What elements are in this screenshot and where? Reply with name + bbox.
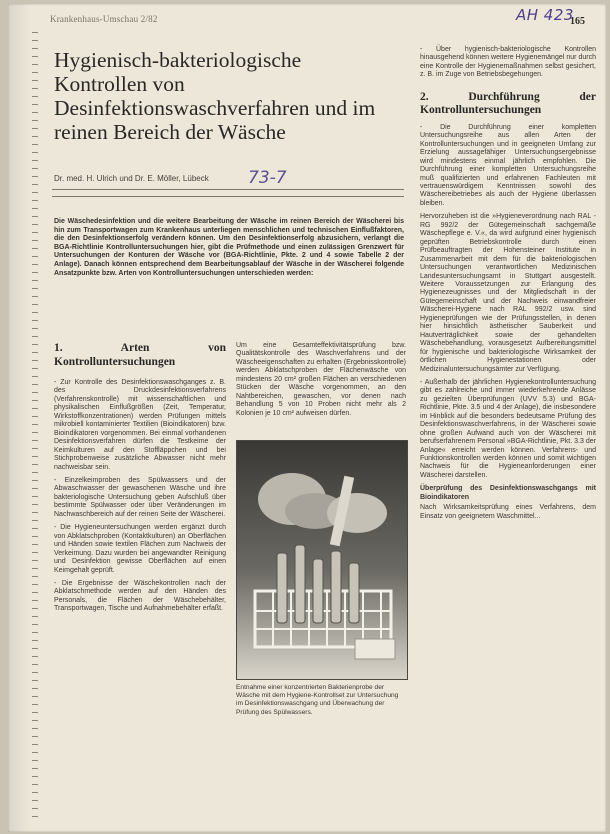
margin-tick [32, 160, 38, 161]
margin-tick [32, 376, 38, 377]
margin-tick [32, 400, 38, 401]
middle-column [236, 342, 406, 423]
margin-tick [32, 568, 38, 569]
scanned-page [8, 4, 606, 832]
margin-tick [32, 800, 38, 801]
margin-tick [32, 528, 38, 529]
margin-tick [32, 120, 38, 121]
margin-tick [32, 752, 38, 753]
margin-tick [32, 176, 38, 177]
margin-tick [32, 624, 38, 625]
margin-tick [32, 648, 38, 649]
margin-tick [32, 560, 38, 561]
margin-tick [32, 280, 38, 281]
left-column [54, 342, 226, 619]
margin-tick [32, 384, 38, 385]
section-heading-1: 1. Arten von Kontrolluntersuchungen [54, 342, 226, 368]
margin-tick [32, 288, 38, 289]
margin-tick [32, 592, 38, 593]
margin-tick [32, 216, 38, 217]
margin-tick [32, 112, 38, 113]
handwritten-archive-number: AH 423 [516, 6, 574, 24]
margin-tick [32, 632, 38, 633]
margin-tick [32, 512, 38, 513]
margin-tick [32, 768, 38, 769]
margin-tick [32, 736, 38, 737]
margin-tick [32, 168, 38, 169]
margin-tick [32, 232, 38, 233]
photo-lab-test-tubes [237, 441, 407, 679]
article-abstract: Die Wäschedesinfektion und die weitere Bearbeitung der Wäsche im reinen Bereich der Wäscherei bis hin zum Transportwagen zum Krankenhaus unterliegen menschlichen und technischen Einflußfaktoren, die den Desinfektionserfolg verändern können. Um den Desinfektionserfolg abzusichern, verlangt die BGA-Richtlinie Kontrolluntersuchungen hier, gibt die Prüfmethode und einen zulässigen Grenzwert für Untersuchungen der Konturen der Wäsche vor (BGA-Richtlinie, Pkte. 2 und 4 sowie Tabelle 2 der Anlage). Danach können entsprechend dem Bearbeitungsablauf der Wäsche in der Wäscherei folgende Ansatzpunkte bzw. Arten von Kontrolluntersuchungen unterschieden werden: [54, 218, 404, 277]
margin-tick [32, 712, 38, 713]
margin-tick [32, 728, 38, 729]
margin-tick [32, 240, 38, 241]
margin-tick [32, 88, 38, 89]
margin-tick [32, 424, 38, 425]
margin-tick [32, 192, 38, 193]
right-paragraph: Hervorzuheben ist die »Hygieneverordnung nach RAL - RG 992/2 der Gütegemeinschaft sachgemäße Wäschepflege e. V.«, da wird aufgrund einer hygienisch geprüften Betriebskontrolle durch einen Prüfbeauftragten der Hohensteiner Institute in Zusammenarbeit mit dem für die bakteriologischen Untersuchungen verantwortlichen Medizinischen Landesuntersuchungsamt in Stuttgart ausgestellt. Weitere Voraussetzungen zur Erlangung des Hygienezeugnisses und der Mitgliedschaft in der Gütegemeinschaft und der Nachweis einwandfreier Wäscherei-Hygiene nach RAL 992/2 usw. sind Hygieneprüfungen wie der Prüfungsstellen, in denen hier hinsichtlich ästhetischer Sauberkeit und Hautverträglichkeit sowie der gehandelten Wäschebehandlung, vorausgesetzt Aufbereitungsmittel für hygienische und bakteriologische Wirksamkeit der örtlichen Hygienestationen oder Medizinaluntersuchungsämter zur Verfügung. [420, 213, 596, 373]
margin-tick [32, 448, 38, 449]
margin-tick [32, 40, 38, 41]
margin-tick [32, 128, 38, 129]
right-subheading: Überprüfung des Desinfektionswaschgangs mit Bioindikatoren [420, 485, 596, 501]
margin-tick [32, 696, 38, 697]
running-head: Krankenhaus-Umschau 2/82 [50, 14, 158, 24]
middle-paragraph: Um eine Gesamteffektivitätsprüfung bzw. Qualitätskontrolle des Waschverfahrens und der Wäscheeigenschaften zu erhalten (Ergebnisskontrolle) werden Abklatschproben der Flächenwäsche von mindestens 20 cm² großen Flächen an verschiedenen Stücken der Wäsche vorgenommen, an den Nahtbereichen, gewaschen, vor denen nach Behandlung 5 von 10 Proben nicht mehr als 2 Kolonien je 10 cm² aufweisen dürfen. [236, 342, 406, 417]
margin-tick [32, 640, 38, 641]
margin-tick [32, 576, 38, 577]
margin-tick [32, 344, 38, 345]
margin-tick [32, 464, 38, 465]
margin-tick [32, 616, 38, 617]
margin-tick [32, 224, 38, 225]
margin-tick [32, 200, 38, 201]
margin-tick [32, 688, 38, 689]
margin-tick [32, 488, 38, 489]
title-rule-top [52, 189, 404, 190]
right-intro-paragraph: - Über hygienisch-bakteriologische Kontrollen hinausgehend können weitere Hygienemängel nur durch eine Kontrolle der Hygienemaßnahmen selbst gesichert, z. B. im Zuge von Betriebsbegehungen. [420, 46, 596, 79]
margin-tick [32, 608, 38, 609]
title-rule-bottom [52, 196, 404, 197]
margin-tick [32, 264, 38, 265]
margin-tick [32, 816, 38, 817]
margin-tick [32, 272, 38, 273]
right-paragraph: - Außerhalb der jährlichen Hygienekontrolluntersuchung gibt es zahlreiche und immer wiederkehrende Anlässe zu gezielten Überprüfungen (UVV 5.3) und BGA-Richtlinie, Pkte. 3.5 und 4 der Anlage), die insbesondere im Hinblick auf die besonders bedeutsame Prüfung des Desinfektionswaschverfahrens, in der Wäscherei sowie ohne großen Aufwand auch von der Wäscherei mit berufserfahrenem Personal »BGA-Richtlinie, Pkt. 3.3 der Anlage« erreicht werden können. Verfahrens- und Funktionskontrollen werden können und somit wichtigen Nachweis für die Hygieneanforderungen einer Wäscherei darstellen. [420, 378, 596, 479]
margin-tick [32, 784, 38, 785]
left-paragraph: - Einzelkeimproben des Spülwassers und der Abwaschwasser der gewaschenen Wäsche und ihre bakteriologische Untersuchung geben Aufschluß über bestimmte Spülwasser oder über Veränderungen im Nachwaschbereich auf der reinen Seite der Wäscherei. [54, 476, 226, 518]
margin-tick [32, 208, 38, 209]
margin-tick [32, 704, 38, 705]
left-paragraph: - Die Hygieneuntersuchungen werden ergänzt durch von Abklatschproben (Kontaktkulturen) an Oberflächen und Händen sowie textilen Flächen zum Nachweis der Verkeimung. Dazu wurden bei angewandter Reinigung und Desinfektion gewisse Oberflächen auf einen Keimgehalt geprüft. [54, 524, 226, 574]
margin-tick [32, 392, 38, 393]
margin-tick [32, 440, 38, 441]
margin-tick [32, 472, 38, 473]
margin-tick [32, 48, 38, 49]
margin-tick [32, 680, 38, 681]
page-number: 165 [570, 16, 585, 27]
margin-tick [32, 96, 38, 97]
margin-tick [32, 152, 38, 153]
margin-tick [32, 80, 38, 81]
margin-tick [32, 56, 38, 57]
margin-tick [32, 336, 38, 337]
margin-tick [32, 672, 38, 673]
margin-tick [32, 256, 38, 257]
margin-tick [32, 536, 38, 537]
margin-tick [32, 744, 38, 745]
margin-tick [32, 504, 38, 505]
margin-tick [32, 584, 38, 585]
margin-tick [32, 328, 38, 329]
right-column [420, 46, 596, 526]
margin-tick [32, 72, 38, 73]
margin-ruler-marks [32, 32, 42, 827]
margin-tick [32, 320, 38, 321]
margin-tick [32, 32, 38, 33]
margin-tick [32, 352, 38, 353]
margin-tick [32, 312, 38, 313]
margin-tick [32, 664, 38, 665]
margin-tick [32, 656, 38, 657]
margin-tick [32, 544, 38, 545]
margin-tick [32, 136, 38, 137]
margin-tick [32, 304, 38, 305]
margin-tick [32, 600, 38, 601]
margin-tick [32, 456, 38, 457]
page-gutter-shadow [8, 4, 30, 832]
margin-tick [32, 720, 38, 721]
left-paragraph: - Die Ergebnisse der Wäschekontrollen nach der Abklatschmethode werden auf den Händen des Personals, die Flächen der Wäschebehälter, Transportwagen, Tische und Aufnahmebehälter erfaßt. [54, 579, 226, 613]
margin-tick [32, 144, 38, 145]
margin-tick [32, 296, 38, 297]
margin-tick [32, 360, 38, 361]
margin-tick [32, 432, 38, 433]
article-photo [236, 440, 408, 680]
margin-tick [32, 760, 38, 761]
margin-tick [32, 408, 38, 409]
article-authors: Dr. med. H. Ulrich und Dr. E. Möller, Lübeck [54, 174, 209, 183]
margin-tick [32, 792, 38, 793]
margin-tick [32, 416, 38, 417]
right-paragraph: - Die Durchführung einer kompletten Untersuchungsreihe aus allen Arten der Kontrolluntersuchungen und in geeigneten Umfang zur Erzielung aussagefähiger Untersuchungsergebnisse wird mindestens einmal jährlich empfohlen. Die Durchführung einer kompletten Untersuchungsreihe muß qualifizierten und erfahrenen Fachleuten mit vertrauenswürdigem Kenntnissen sowohl des Wäschereibetriebes als auch der Hygiene überlassen bleiben. [420, 123, 596, 207]
section-heading-2: 2. Durchführung der Kontrolluntersuchungen [420, 90, 596, 117]
margin-tick [32, 104, 38, 105]
handwritten-mark: 73-7 [248, 168, 287, 188]
margin-tick [32, 552, 38, 553]
article-title: Hygienisch-bakteriologische Kontrollen von Desinfektionswaschverfahren und im reinen Bereich der Wäsche [54, 48, 376, 144]
margin-tick [32, 480, 38, 481]
margin-tick [32, 808, 38, 809]
margin-tick [32, 184, 38, 185]
margin-tick [32, 496, 38, 497]
margin-tick [32, 368, 38, 369]
margin-tick [32, 248, 38, 249]
margin-tick [32, 520, 38, 521]
margin-tick [32, 776, 38, 777]
left-paragraph: - Zur Kontrolle des Desinfektionswaschganges z. B. des Druckdesinfektionsverfahrens (Verfahrenskontrolle) mit wissenschaftlichen und physikalischen Einflußgrößen (Zeit, Temperatur, Wirkstoffkonzentrationen) werden Prüfungen mittels mikrobiell kontaminierter Textilien (Bioindikatoren) bzw. Bioindikatoren vorgenommen. Bei einmal vorhandenen Desinfektionsverfahren dürfen die Testkeime der Keimkulturen auf den Stoffläppchen und bei Stichprobenweise zusätzliche Abwasser nicht mehr nachweisbar sein. [54, 379, 226, 471]
margin-tick [32, 64, 38, 65]
figure-caption: Entnahme einer konzentrierten Bakterienprobe der Wäsche mit dem Hygiene-Kontrollset zur Untersuchung im Desinfektionswaschgang und Überwachung der Prüfung des Spülwassers. [236, 684, 399, 716]
right-paragraph: Nach Wirksamkeitsprüfung eines Verfahrens, dem Einsatz von geeignetem Waschmittel... [420, 504, 596, 520]
